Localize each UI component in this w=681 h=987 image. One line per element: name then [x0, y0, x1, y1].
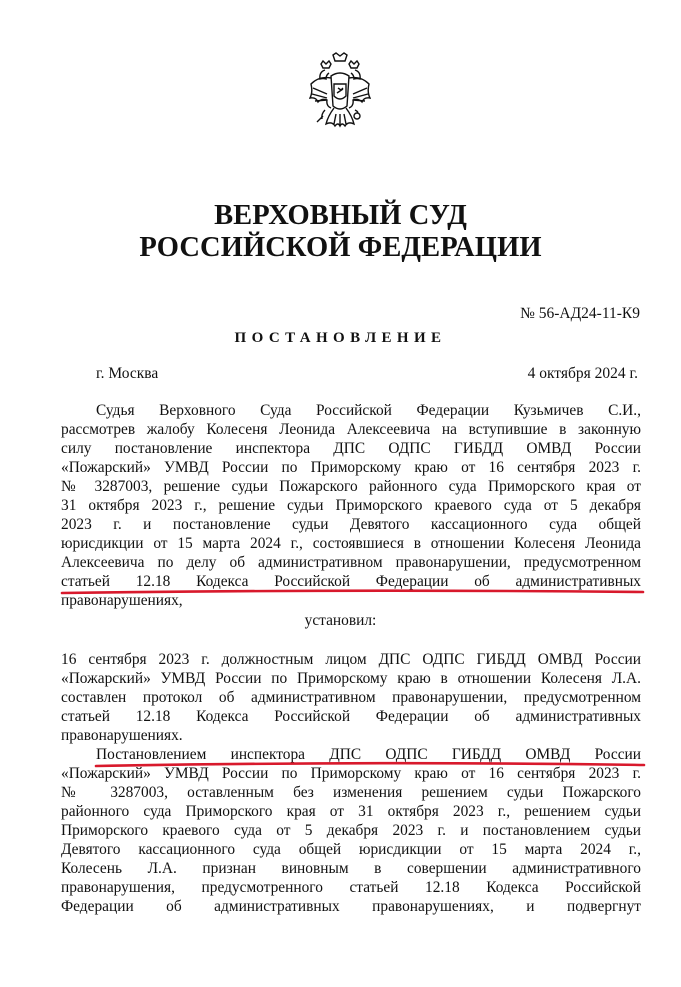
- text-line: юрисдикции от 15 марта 2024 г., состоявшиеся в отношении Колесеня Леонида: [61, 535, 641, 552]
- text-line: «Пожарский» УМВД России по Приморскому краю от 16 сентября 2023 г.: [61, 765, 641, 782]
- text-line: 31 октября 2023 г., решение судьи Приморского краевого суда от 5 декабря: [61, 497, 641, 514]
- text-line: Девятого кассационного суда общей юрисдикции от 15 марта 2024 г.,: [61, 841, 641, 858]
- text-line: Федерации об административных правонарушениях, и подвергнут: [61, 898, 641, 915]
- double-headed-eagle-icon: [309, 52, 371, 142]
- text-line: Приморского краевого суда от 5 декабря 2023 г. и постановлением судьи: [61, 822, 641, 839]
- text-line-highlighted: Постановлением инспектора ДПС ОДПС ГИБДД ОМВД России: [96, 746, 641, 763]
- city: г. Москва: [96, 365, 159, 382]
- text-line: Алексеевича по делу об административном правонарушении, предусмотренном: [61, 554, 641, 571]
- text-line: Колесень Л.А. признан виновным в совершении административного: [61, 860, 641, 877]
- established-heading: установил:: [304, 612, 377, 629]
- case-number: № 56-АД24-11-К9: [520, 305, 640, 322]
- court-name-line-2: РОССИЙСКОЙ ФЕДЕРАЦИИ: [139, 232, 542, 263]
- text-line: «Пожарский» УМВД России по Приморскому краю в отношении Колесеня Л.А.: [61, 670, 641, 687]
- text-line: Судья Верховного Суда Российской Федерации Кузьмичев С.И.,: [96, 402, 641, 419]
- text-line: силу постановление инспектора ДПС ОДПС ГИБДД ОМВД России: [61, 440, 641, 457]
- text-line-highlighted: статьей 12.18 Кодекса Российской Федерации об административных: [61, 573, 641, 590]
- text-line: правонарушениях.: [61, 727, 183, 744]
- text-line: правонарушениях,: [61, 592, 183, 609]
- text-line: составлен протокол об административном правонарушении, предусмотренном: [61, 689, 641, 706]
- text-line: статьей 12.18 Кодекса Российской Федерации об административных: [61, 708, 641, 725]
- text-line: правонарушения, предусмотренного статьей 12.18 Кодекса Российской: [61, 879, 641, 896]
- document-type-heading: ПОСТАНОВЛЕНИЕ: [234, 330, 447, 346]
- text-line: № 3287003, оставленным без изменения решением судьи Пожарского: [61, 784, 641, 801]
- text-line: «Пожарский» УМВД России по Приморскому краю от 16 сентября 2023 г.: [61, 459, 641, 476]
- text-line: 16 сентября 2023 г. должностным лицом ДПС ОДПС ГИБДД ОМВД России: [61, 651, 641, 668]
- court-name-line-1: ВЕРХОВНЫЙ СУД: [214, 200, 467, 231]
- text-line: 2023 г. и постановление судьи Девятого кассационного суда общей: [61, 516, 641, 533]
- document-date: 4 октября 2024 г.: [527, 365, 638, 382]
- text-line: № 3287003, решение судьи Пожарского районного суда Приморского края от: [61, 478, 641, 495]
- text-line: рассмотрев жалобу Колесеня Леонида Алексеевича на вступившие в законную: [61, 421, 641, 438]
- text-line: районного суда Приморского края от 31 октября 2023 г., решением судьи: [61, 803, 641, 820]
